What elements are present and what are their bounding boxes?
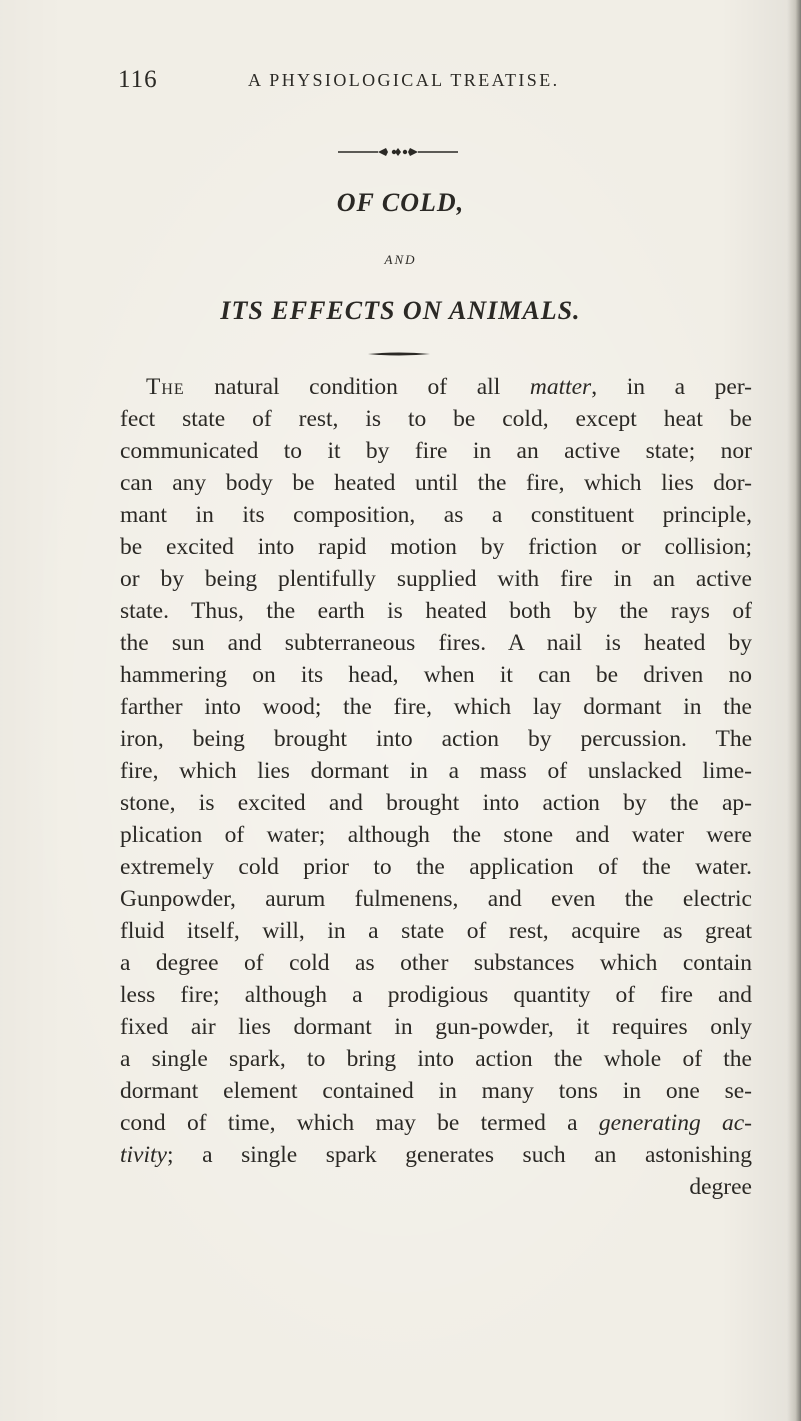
text-line: iron, being brought into action by percussion. The: [120, 726, 752, 752]
body-text: [120, 371, 752, 1203]
text-line: plication of water; although the stone and water were: [120, 822, 752, 848]
text-line: The natural condition of all matter, in a per-: [146, 374, 752, 400]
text-line: a degree of cold as other substances which contain: [120, 950, 752, 976]
text-line: mant in its composition, as a constituent principle,: [120, 502, 752, 528]
running-title: A PHYSIOLOGICAL TREATISE.: [248, 70, 560, 90]
text-line: can any body be heated until the fire, which lies dor-: [120, 470, 752, 496]
chapter-title-line-2: AND: [384, 252, 417, 267]
page-edge-shadow: [787, 0, 801, 1421]
text-line: farther into wood; the fire, which lay dormant in the: [120, 694, 752, 720]
text-line: stone, is excited and brought into action by the ap-: [120, 790, 752, 816]
emphasis: matter: [529, 374, 592, 400]
text-line: a single spark, to bring into action the whole of the: [120, 1046, 752, 1072]
text-line: hammering on its head, when it can be driven no: [120, 662, 752, 688]
text-line: cond of time, which may be termed a generating ac-: [120, 1110, 752, 1136]
divider-rule: [368, 351, 430, 357]
text-line: the sun and subterraneous fires. A nail is heated by: [120, 630, 752, 656]
ornament-icon: [338, 145, 458, 159]
running-head: [118, 66, 758, 100]
text-line: less fire; although a prodigious quantity of fire and: [120, 982, 752, 1008]
chapter-title-line-3: ITS EFFECTS ON ANIMALS.: [220, 296, 581, 325]
emphasis: generating ac-: [598, 1110, 752, 1136]
text-line: communicated to it by fire in an active state; nor: [120, 438, 752, 464]
text-line: fixed air lies dormant in gun-powder, it requires only: [120, 1014, 752, 1040]
text-line: fluid itself, will, in a state of rest, acquire as great: [120, 918, 752, 944]
text-line: Gunpowder, aurum fulmenens, and even the electric: [120, 886, 752, 912]
text-line: tivity; a single spark generates such an astonishing: [120, 1142, 752, 1168]
page-number: 116: [118, 66, 158, 93]
text-line: dormant element contained in many tons in one se-: [120, 1078, 752, 1104]
emphasis: tivity: [120, 1142, 167, 1168]
text-line: extremely cold prior to the application of the water.: [120, 854, 752, 880]
text-line: be excited into rapid motion by friction or collision;: [120, 534, 752, 560]
text-line: state. Thus, the earth is heated both by the rays of: [120, 598, 752, 624]
catchword: degree: [689, 1174, 752, 1200]
text-line: fire, which lies dormant in a mass of unslacked lime-: [120, 758, 752, 784]
drop-word: The: [146, 374, 185, 400]
text-line: fect state of rest, is to be cold, except heat be: [120, 406, 752, 432]
chapter-title-line-1: OF COLD,: [336, 188, 465, 217]
text-line: or by being plentifully supplied with fire in an active: [120, 566, 752, 592]
